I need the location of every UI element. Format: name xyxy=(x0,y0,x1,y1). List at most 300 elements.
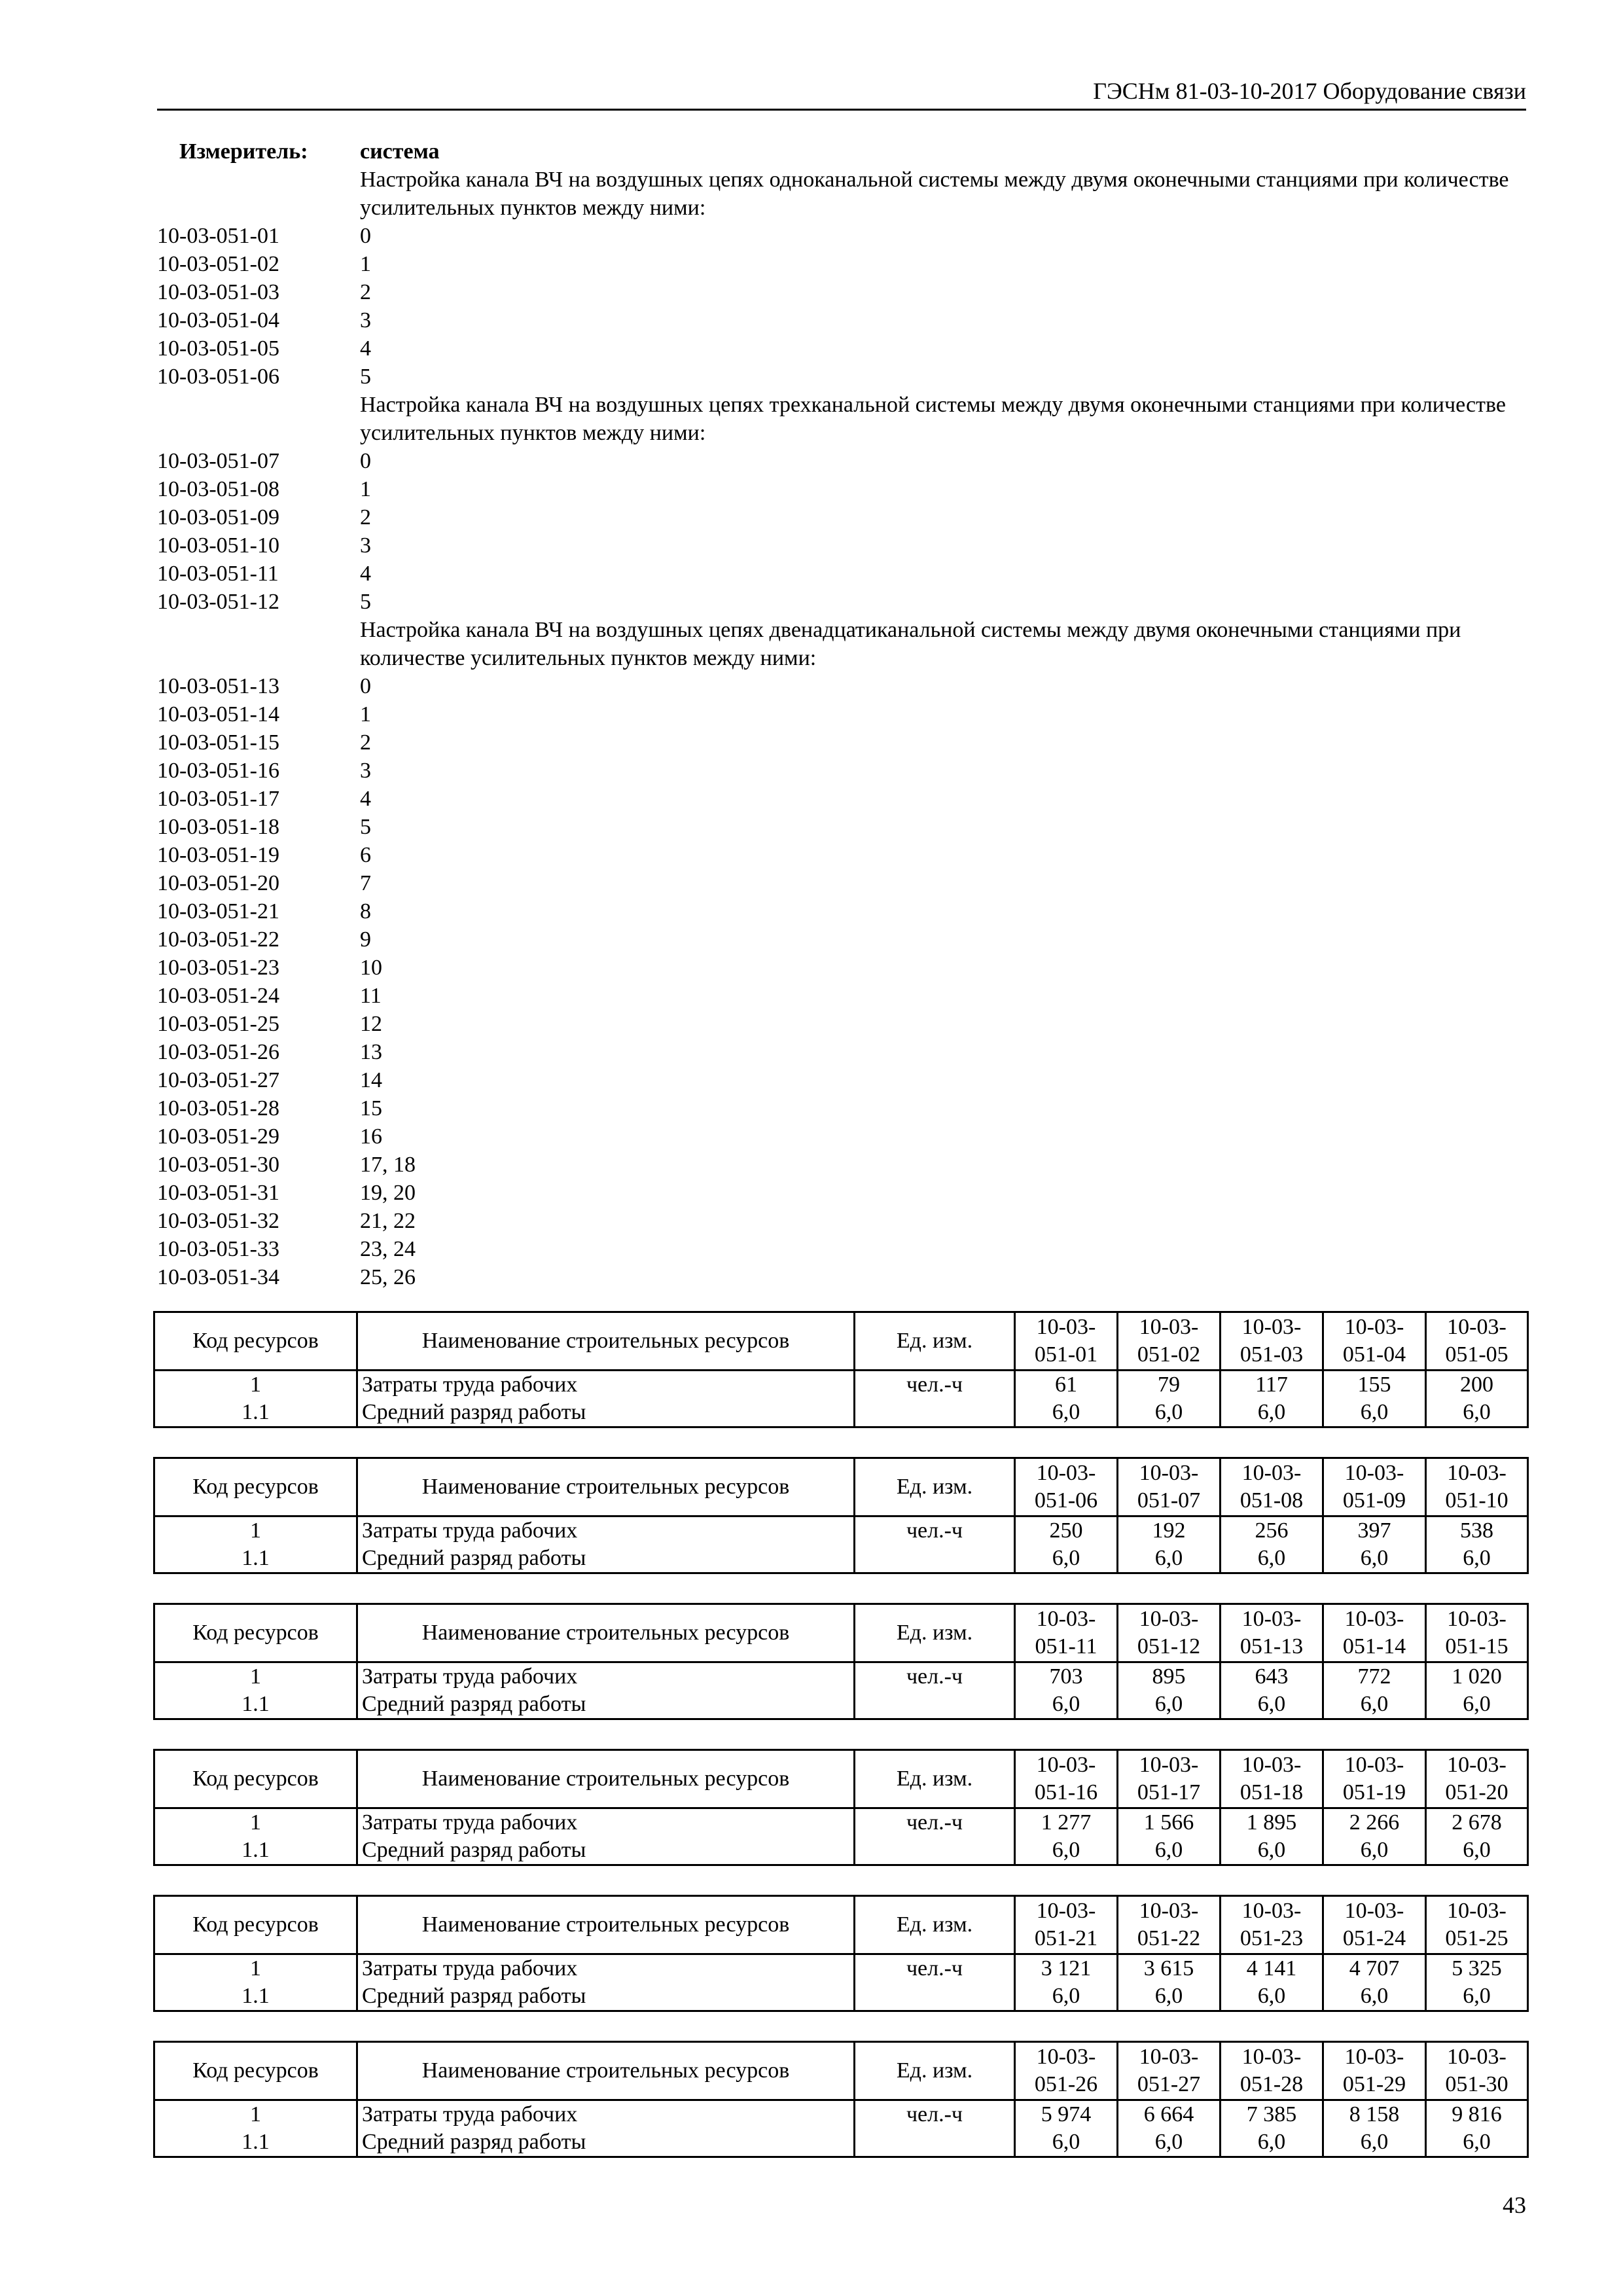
resource-unit: чел.-ч xyxy=(855,1954,1015,1983)
page-number: 43 xyxy=(1503,2192,1526,2218)
resource-value: 9 816 xyxy=(1426,2100,1528,2129)
norm-code: 10-03-051-27 xyxy=(157,1068,279,1092)
norm-code-line2: 051-14 xyxy=(1342,1634,1406,1659)
norm-code-line1: 10-03- xyxy=(1344,1461,1404,1485)
norm-parameter: 14 xyxy=(360,1068,382,1092)
resource-value: 3 121 xyxy=(1015,1954,1118,1983)
norm-code-line2: 051-12 xyxy=(1137,1634,1201,1659)
resource-code: 1 xyxy=(154,1516,357,1545)
meter-label: Измеритель: xyxy=(179,139,308,164)
norm-code: 10-03-051-02 xyxy=(157,252,279,276)
resource-code: 1.1 xyxy=(154,1545,357,1573)
list-item xyxy=(157,222,1526,250)
resource-unit xyxy=(855,1399,1015,1427)
table-row xyxy=(154,1399,1528,1427)
norm-parameter: 3 xyxy=(360,533,371,558)
resource-name: Затраты труда рабочих xyxy=(357,1954,855,1983)
norm-code-line1: 10-03- xyxy=(1241,1461,1302,1485)
norm-code-line2: 051-13 xyxy=(1240,1634,1304,1659)
table-row xyxy=(154,1516,1528,1545)
resource-value: 6,0 xyxy=(1323,1545,1426,1573)
norm-parameter: 7 xyxy=(360,871,371,895)
norm-code: 10-03-051-14 xyxy=(157,702,279,726)
header-norm-code xyxy=(1221,1896,1323,1954)
table-header-row xyxy=(154,1458,1528,1516)
norm-code-line2: 051-06 xyxy=(1034,1488,1098,1513)
resource-value: 6,0 xyxy=(1221,1691,1323,1719)
norm-code-line1: 10-03- xyxy=(1344,2045,1404,2069)
header-norm-code xyxy=(1323,1750,1426,1808)
norm-parameter: 19, 20 xyxy=(360,1181,416,1205)
norm-code-line2: 051-19 xyxy=(1342,1780,1406,1804)
header-norm-code xyxy=(1015,1896,1118,1954)
header-norm-code xyxy=(1221,1458,1323,1516)
resource-value: 7 385 xyxy=(1221,2100,1323,2129)
norm-code-line1: 10-03- xyxy=(1344,1607,1404,1631)
norm-parameter: 3 xyxy=(360,308,371,332)
header-norm-code xyxy=(1015,1750,1118,1808)
list-item xyxy=(157,869,1526,897)
norm-code: 10-03-051-24 xyxy=(157,984,279,1008)
norm-code-line2: 051-15 xyxy=(1445,1634,1508,1659)
resource-value: 6,0 xyxy=(1015,2128,1118,2157)
norm-parameter: 5 xyxy=(360,365,371,389)
header-norm-code xyxy=(1323,1458,1426,1516)
list-item xyxy=(157,250,1526,278)
resource-value: 6,0 xyxy=(1118,2128,1221,2157)
norm-code-line2: 051-20 xyxy=(1445,1780,1508,1804)
norm-list xyxy=(157,166,1526,1291)
resource-value: 6 664 xyxy=(1118,2100,1221,2129)
header-name: Наименование строительных ресурсов xyxy=(357,1312,855,1371)
norm-parameter: 11 xyxy=(360,984,382,1008)
table-header-row xyxy=(154,2042,1528,2100)
header-norm-code xyxy=(1118,1750,1221,1808)
header-norm-code xyxy=(1426,1750,1528,1808)
header-norm-code xyxy=(1221,2042,1323,2100)
header-norm-code xyxy=(1426,1312,1528,1371)
resource-value: 6,0 xyxy=(1221,1399,1323,1427)
header-unit: Ед. изм. xyxy=(855,1458,1015,1516)
norm-code: 10-03-051-05 xyxy=(157,336,279,361)
resource-value: 3 615 xyxy=(1118,1954,1221,1983)
norm-code: 10-03-051-34 xyxy=(157,1265,279,1289)
resource-code: 1.1 xyxy=(154,1399,357,1427)
norm-code-line1: 10-03- xyxy=(1036,1899,1096,1923)
resource-code: 1 xyxy=(154,1662,357,1691)
resource-unit: чел.-ч xyxy=(855,1808,1015,1837)
norm-code: 10-03-051-10 xyxy=(157,533,279,558)
list-item xyxy=(157,1038,1526,1066)
norm-code-line2: 051-04 xyxy=(1342,1342,1406,1367)
norm-code-line2: 051-10 xyxy=(1445,1488,1508,1513)
resource-tables xyxy=(153,1311,1527,2187)
resource-value: 1 020 xyxy=(1426,1662,1528,1691)
list-item xyxy=(157,813,1526,841)
header-unit: Ед. изм. xyxy=(855,2042,1015,2100)
resource-value: 256 xyxy=(1221,1516,1323,1545)
norm-code-line1: 10-03- xyxy=(1447,2045,1507,2069)
norm-code-line2: 051-05 xyxy=(1445,1342,1508,1367)
resource-table xyxy=(153,1311,1529,1428)
list-item xyxy=(157,363,1526,391)
norm-code: 10-03-051-13 xyxy=(157,674,279,698)
resource-value: 6,0 xyxy=(1118,1837,1221,1865)
list-item xyxy=(157,475,1526,503)
norm-parameter: 12 xyxy=(360,1012,382,1036)
resource-value: 117 xyxy=(1221,1371,1323,1399)
norm-parameter: 13 xyxy=(360,1040,382,1064)
header-code: Код ресурсов xyxy=(154,1896,357,1954)
norm-code: 10-03-051-25 xyxy=(157,1012,279,1036)
resource-value: 155 xyxy=(1323,1371,1426,1399)
norm-code-line2: 051-11 xyxy=(1035,1634,1097,1659)
meter-value: система xyxy=(360,139,440,164)
norm-code: 10-03-051-33 xyxy=(157,1237,279,1261)
norm-code: 10-03-051-18 xyxy=(157,815,279,839)
header-norm-code xyxy=(1118,1458,1221,1516)
norm-code: 10-03-051-11 xyxy=(157,562,279,586)
list-item xyxy=(157,1179,1526,1207)
norm-code-line2: 051-24 xyxy=(1342,1926,1406,1950)
resource-value: 6,0 xyxy=(1323,1837,1426,1865)
norm-parameter: 2 xyxy=(360,280,371,304)
resource-unit xyxy=(855,1691,1015,1719)
norm-parameter: 25, 26 xyxy=(360,1265,416,1289)
norm-code: 10-03-051-17 xyxy=(157,787,279,811)
header-unit: Ед. изм. xyxy=(855,1896,1015,1954)
norm-parameter: 2 xyxy=(360,505,371,529)
list-item xyxy=(157,306,1526,334)
norm-code: 10-03-051-29 xyxy=(157,1124,279,1149)
resource-value: 5 974 xyxy=(1015,2100,1118,2129)
norm-parameter: 9 xyxy=(360,927,371,952)
resource-value: 6,0 xyxy=(1015,1837,1118,1865)
norm-parameter: 5 xyxy=(360,815,371,839)
table-row xyxy=(154,1691,1528,1719)
norm-parameter: 21, 22 xyxy=(360,1209,416,1233)
header-norm-code xyxy=(1015,1458,1118,1516)
list-item xyxy=(157,1263,1526,1291)
resource-value: 1 566 xyxy=(1118,1808,1221,1837)
resource-value: 6,0 xyxy=(1426,1691,1528,1719)
norm-code-line1: 10-03- xyxy=(1139,1753,1199,1777)
norm-code: 10-03-051-04 xyxy=(157,308,279,332)
resource-value: 6,0 xyxy=(1323,1982,1426,2011)
norm-parameter: 1 xyxy=(360,252,371,276)
norm-code-line2: 051-09 xyxy=(1342,1488,1406,1513)
norm-code: 10-03-051-21 xyxy=(157,899,279,924)
norm-code-line1: 10-03- xyxy=(1447,1607,1507,1631)
norm-code-line2: 051-29 xyxy=(1342,2072,1406,2096)
header-code: Код ресурсов xyxy=(154,1458,357,1516)
resource-unit: чел.-ч xyxy=(855,1371,1015,1399)
norm-parameter: 1 xyxy=(360,477,371,501)
resource-value: 8 158 xyxy=(1323,2100,1426,2129)
norm-code-line1: 10-03- xyxy=(1139,1607,1199,1631)
header-norm-code xyxy=(1426,2042,1528,2100)
resource-value: 6,0 xyxy=(1426,1545,1528,1573)
header-norm-code xyxy=(1323,1604,1426,1662)
norm-code-line1: 10-03- xyxy=(1036,1607,1096,1631)
norm-parameter: 23, 24 xyxy=(360,1237,416,1261)
resource-unit: чел.-ч xyxy=(855,2100,1015,2129)
norm-code-line1: 10-03- xyxy=(1139,1899,1199,1923)
resource-table xyxy=(153,1895,1529,2012)
resource-code: 1 xyxy=(154,2100,357,2129)
norm-code: 10-03-051-31 xyxy=(157,1181,279,1205)
norm-code: 10-03-051-07 xyxy=(157,449,279,473)
norm-code: 10-03-051-22 xyxy=(157,927,279,952)
resource-value: 6,0 xyxy=(1118,1691,1221,1719)
header-norm-code xyxy=(1015,2042,1118,2100)
list-item xyxy=(157,897,1526,925)
resource-name: Затраты труда рабочих xyxy=(357,1662,855,1691)
norm-parameter: 17, 18 xyxy=(360,1153,416,1177)
norm-code: 10-03-051-19 xyxy=(157,843,279,867)
header-norm-code xyxy=(1323,1896,1426,1954)
list-item xyxy=(157,531,1526,560)
resource-code: 1 xyxy=(154,1371,357,1399)
resource-value: 6,0 xyxy=(1118,1399,1221,1427)
list-item xyxy=(157,1094,1526,1122)
table-row xyxy=(154,1982,1528,2011)
group-title: Настройка канала ВЧ на воздушных цепях трехканальной системы между двумя оконечными станциями при количестве усилительных пунктов между ними: xyxy=(360,393,1506,445)
norm-code-line2: 051-26 xyxy=(1034,2072,1098,2096)
header-name: Наименование строительных ресурсов xyxy=(357,2042,855,2100)
header-norm-code xyxy=(1118,1896,1221,1954)
resource-code: 1.1 xyxy=(154,1837,357,1865)
table-header-row xyxy=(154,1604,1528,1662)
norm-code-line2: 051-08 xyxy=(1240,1488,1304,1513)
norm-code-line2: 051-22 xyxy=(1137,1926,1201,1950)
resource-value: 200 xyxy=(1426,1371,1528,1399)
list-item xyxy=(157,785,1526,813)
norm-code-line1: 10-03- xyxy=(1036,1753,1096,1777)
table-row xyxy=(154,1371,1528,1399)
norm-code: 10-03-051-23 xyxy=(157,956,279,980)
norm-code-line1: 10-03- xyxy=(1344,1899,1404,1923)
norm-code-line2: 051-17 xyxy=(1137,1780,1201,1804)
resource-code: 1 xyxy=(154,1954,357,1983)
resource-unit: чел.-ч xyxy=(855,1662,1015,1691)
header-norm-code xyxy=(1221,1604,1323,1662)
norm-code-line2: 051-02 xyxy=(1137,1342,1201,1367)
resource-value: 6,0 xyxy=(1323,1691,1426,1719)
list-item xyxy=(157,925,1526,954)
norm-code-line2: 051-25 xyxy=(1445,1926,1508,1950)
resource-value: 4 141 xyxy=(1221,1954,1323,1983)
norm-code-line2: 051-23 xyxy=(1240,1926,1304,1950)
header-norm-code xyxy=(1118,1312,1221,1371)
resource-unit xyxy=(855,1982,1015,2011)
norm-code-line1: 10-03- xyxy=(1447,1315,1507,1339)
norm-code-line1: 10-03- xyxy=(1241,1607,1302,1631)
norm-code: 10-03-051-09 xyxy=(157,505,279,529)
header-name: Наименование строительных ресурсов xyxy=(357,1750,855,1808)
resource-value: 2 266 xyxy=(1323,1808,1426,1837)
resource-value: 61 xyxy=(1015,1371,1118,1399)
header-norm-code xyxy=(1221,1750,1323,1808)
table-row xyxy=(154,1837,1528,1865)
norm-code-line2: 051-27 xyxy=(1137,2072,1201,2096)
norm-parameter: 3 xyxy=(360,759,371,783)
norm-code-line1: 10-03- xyxy=(1139,1461,1199,1485)
list-item xyxy=(157,954,1526,982)
norm-code-line1: 10-03- xyxy=(1139,2045,1199,2069)
resource-name: Затраты труда рабочих xyxy=(357,1516,855,1545)
resource-table xyxy=(153,1603,1529,1720)
resource-value: 6,0 xyxy=(1426,1399,1528,1427)
resource-table xyxy=(153,1749,1529,1866)
resource-value: 192 xyxy=(1118,1516,1221,1545)
list-item xyxy=(157,672,1526,700)
header-code: Код ресурсов xyxy=(154,1312,357,1371)
norm-code-line1: 10-03- xyxy=(1139,1315,1199,1339)
resource-unit xyxy=(855,2128,1015,2157)
resource-value: 6,0 xyxy=(1015,1982,1118,2011)
norm-parameter: 4 xyxy=(360,787,371,811)
resource-table xyxy=(153,2041,1529,2158)
norm-parameter: 5 xyxy=(360,590,371,614)
norm-code-line1: 10-03- xyxy=(1447,1461,1507,1485)
resource-unit: чел.-ч xyxy=(855,1516,1015,1545)
header-norm-code xyxy=(1426,1604,1528,1662)
resource-value: 895 xyxy=(1118,1662,1221,1691)
list-item xyxy=(157,503,1526,531)
resource-name: Средний разряд работы xyxy=(357,1982,855,2011)
resource-value: 6,0 xyxy=(1426,1982,1528,2011)
norm-code-line1: 10-03- xyxy=(1344,1315,1404,1339)
resource-value: 6,0 xyxy=(1015,1545,1118,1573)
norm-code-line1: 10-03- xyxy=(1241,1753,1302,1777)
resource-value: 1 277 xyxy=(1015,1808,1118,1837)
resource-unit xyxy=(855,1837,1015,1865)
norm-code-line2: 051-03 xyxy=(1240,1342,1304,1367)
header-norm-code xyxy=(1015,1312,1118,1371)
norm-parameter: 15 xyxy=(360,1096,382,1121)
header-norm-code xyxy=(1221,1312,1323,1371)
norm-code-line2: 051-16 xyxy=(1034,1780,1098,1804)
list-item xyxy=(157,447,1526,475)
header-unit: Ед. изм. xyxy=(855,1604,1015,1662)
list-item xyxy=(157,1235,1526,1263)
header-unit: Ед. изм. xyxy=(855,1312,1015,1371)
norm-code-line1: 10-03- xyxy=(1447,1899,1507,1923)
norm-code-line1: 10-03- xyxy=(1447,1753,1507,1777)
header-norm-code xyxy=(1118,2042,1221,2100)
resource-value: 6,0 xyxy=(1426,1837,1528,1865)
norm-parameter: 0 xyxy=(360,224,371,248)
norm-code-line2: 051-30 xyxy=(1445,2072,1508,2096)
resource-value: 6,0 xyxy=(1323,1399,1426,1427)
list-item xyxy=(157,700,1526,728)
list-item xyxy=(157,757,1526,785)
norm-parameter: 1 xyxy=(360,702,371,726)
group-title: Настройка канала ВЧ на воздушных цепях двенадцатиканальной системы между двумя оконечными станциями при количестве усилительных пунктов между ними: xyxy=(360,618,1461,670)
header-norm-code xyxy=(1323,1312,1426,1371)
header-name: Наименование строительных ресурсов xyxy=(357,1458,855,1516)
list-item xyxy=(157,1207,1526,1235)
norm-code: 10-03-051-30 xyxy=(157,1153,279,1177)
norm-code-line2: 051-21 xyxy=(1034,1926,1098,1950)
header-code: Код ресурсов xyxy=(154,2042,357,2100)
norm-code-line1: 10-03- xyxy=(1241,1899,1302,1923)
table-header-row xyxy=(154,1896,1528,1954)
list-item xyxy=(157,334,1526,363)
norm-code-line2: 051-18 xyxy=(1240,1780,1304,1804)
list-item xyxy=(157,1122,1526,1151)
header-name: Наименование строительных ресурсов xyxy=(357,1604,855,1662)
group-title: Настройка канала ВЧ на воздушных цепях одноканальной системы между двумя оконечными станциями при количестве усилительных пунктов между ними: xyxy=(360,168,1509,220)
resource-name: Затраты труда рабочих xyxy=(357,1808,855,1837)
norm-code-line1: 10-03- xyxy=(1036,2045,1096,2069)
header-title: ГЭСНм 81-03-10-2017 Оборудование связи xyxy=(1093,78,1526,104)
norm-code-line2: 051-07 xyxy=(1137,1488,1201,1513)
norm-parameter: 2 xyxy=(360,730,371,755)
resource-unit xyxy=(855,1545,1015,1573)
header-code: Код ресурсов xyxy=(154,1604,357,1662)
table-header-row xyxy=(154,1750,1528,1808)
norm-code-line1: 10-03- xyxy=(1344,1753,1404,1777)
norm-parameter: 10 xyxy=(360,956,382,980)
header-code: Код ресурсов xyxy=(154,1750,357,1808)
resource-code: 1.1 xyxy=(154,1982,357,2011)
resource-value: 2 678 xyxy=(1426,1808,1528,1837)
resource-value: 772 xyxy=(1323,1662,1426,1691)
resource-name: Средний разряд работы xyxy=(357,1691,855,1719)
table-header-row xyxy=(154,1312,1528,1371)
resource-value: 703 xyxy=(1015,1662,1118,1691)
resource-name: Затраты труда рабочих xyxy=(357,1371,855,1399)
resource-value: 6,0 xyxy=(1015,1691,1118,1719)
resource-value: 6,0 xyxy=(1221,1982,1323,2011)
resource-value: 6,0 xyxy=(1118,1982,1221,2011)
table-row xyxy=(154,2128,1528,2157)
list-item xyxy=(157,841,1526,869)
norm-code-line1: 10-03- xyxy=(1036,1315,1096,1339)
resource-table xyxy=(153,1457,1529,1574)
norm-code-line1: 10-03- xyxy=(1241,2045,1302,2069)
header-norm-code xyxy=(1426,1896,1528,1954)
norm-code: 10-03-051-08 xyxy=(157,477,279,501)
norm-parameter: 4 xyxy=(360,562,371,586)
resource-value: 6,0 xyxy=(1323,2128,1426,2157)
table-row xyxy=(154,2100,1528,2129)
list-item xyxy=(157,560,1526,588)
norm-code: 10-03-051-28 xyxy=(157,1096,279,1121)
resource-name: Средний разряд работы xyxy=(357,1837,855,1865)
resource-value: 6,0 xyxy=(1221,2128,1323,2157)
resource-name: Средний разряд работы xyxy=(357,2128,855,2157)
resource-name: Средний разряд работы xyxy=(357,1399,855,1427)
norm-parameter: 0 xyxy=(360,449,371,473)
norm-code: 10-03-051-06 xyxy=(157,365,279,389)
norm-parameter: 0 xyxy=(360,674,371,698)
norm-code: 10-03-051-15 xyxy=(157,730,279,755)
header-name: Наименование строительных ресурсов xyxy=(357,1896,855,1954)
resource-value: 5 325 xyxy=(1426,1954,1528,1983)
list-item xyxy=(157,278,1526,306)
norm-code-line1: 10-03- xyxy=(1241,1315,1302,1339)
norm-code: 10-03-051-26 xyxy=(157,1040,279,1064)
resource-value: 79 xyxy=(1118,1371,1221,1399)
header-norm-code xyxy=(1426,1458,1528,1516)
header-norm-code xyxy=(1323,2042,1426,2100)
table-row xyxy=(154,1808,1528,1837)
list-item xyxy=(157,1151,1526,1179)
list-item xyxy=(157,728,1526,757)
